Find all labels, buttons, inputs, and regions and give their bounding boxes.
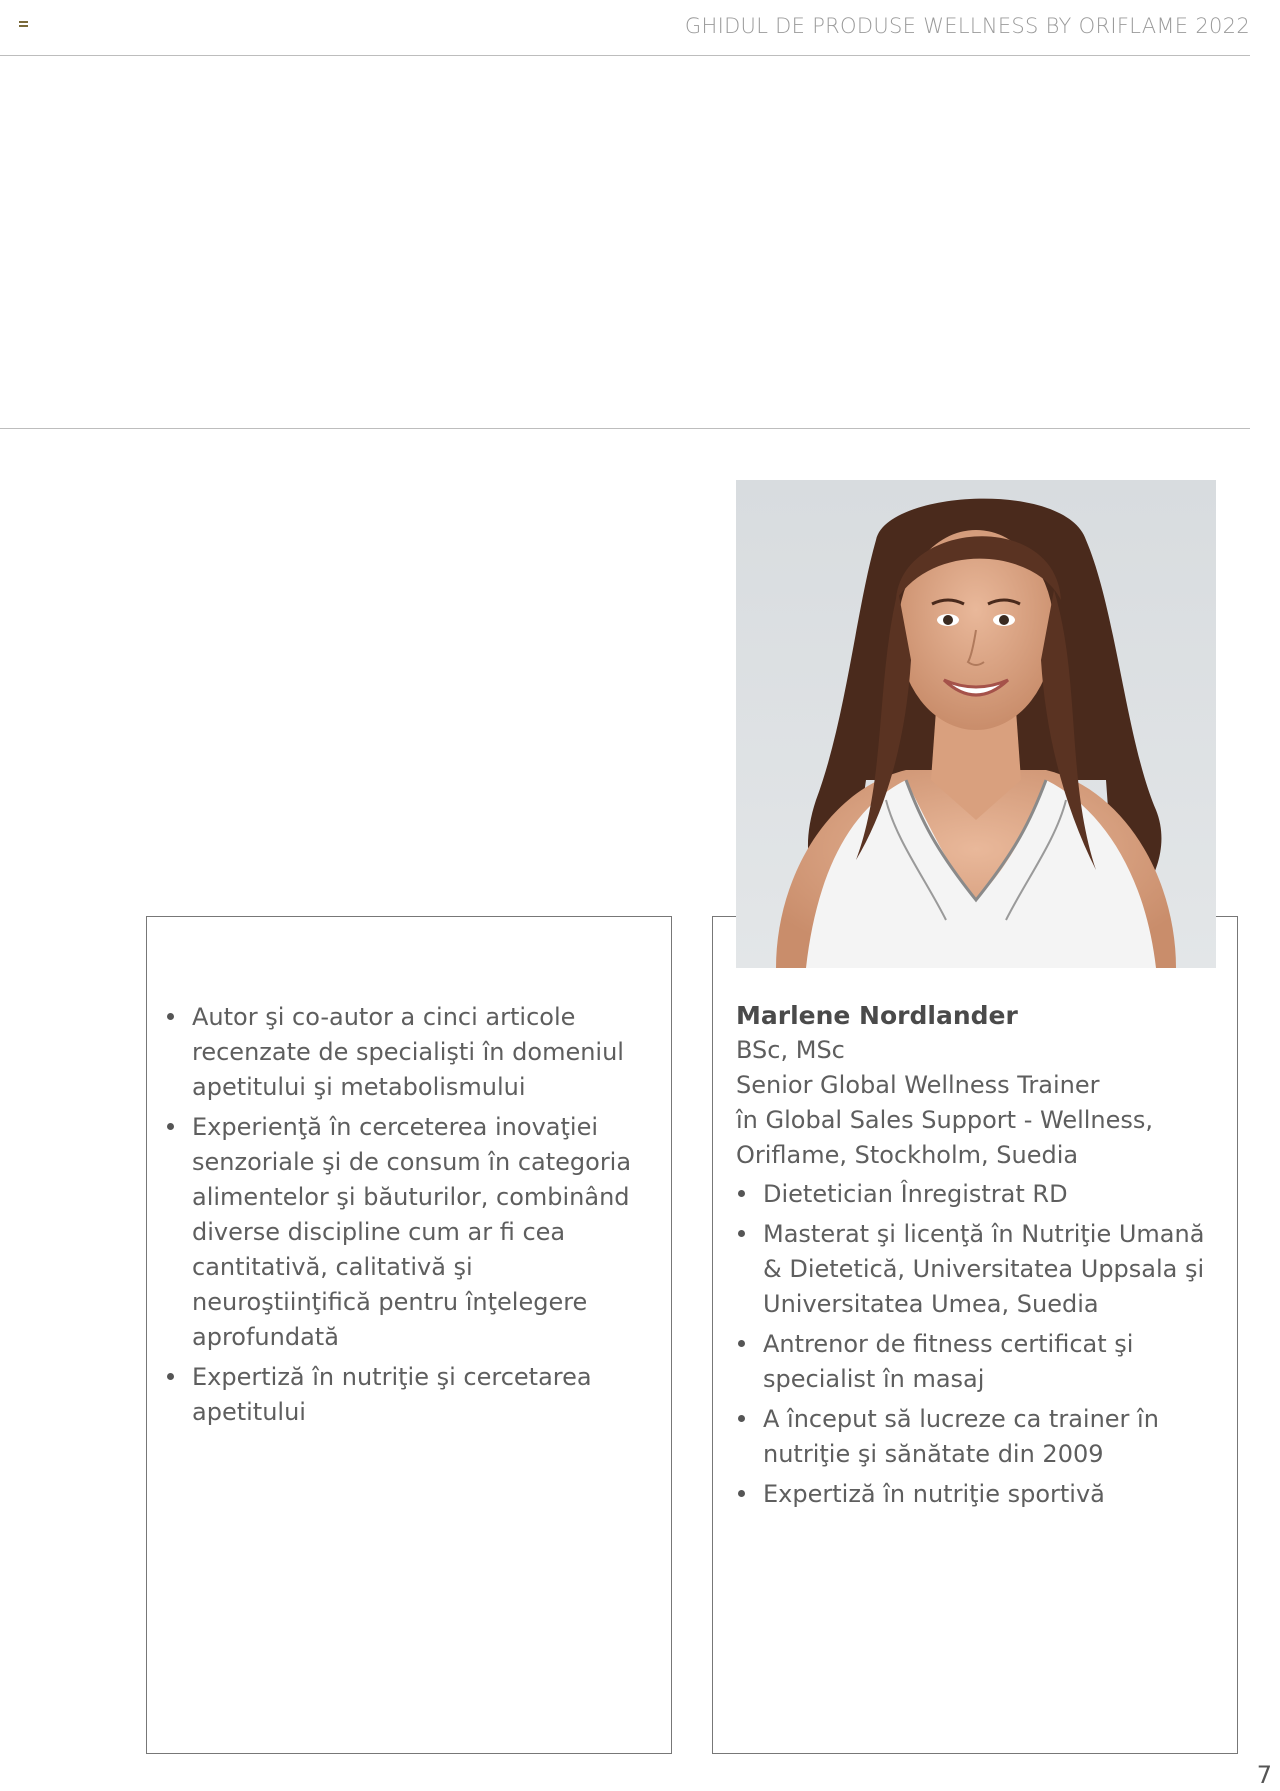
list-item: A început să lucreze ca trainer în nutriţie şi sănătate din 2009: [736, 1402, 1206, 1472]
left-card-content: [165, 1000, 657, 1435]
list-item: Dietetician Înregistrat RD: [736, 1177, 1206, 1212]
profile-role-line: în Global Sales Support - Wellness,: [736, 1106, 1154, 1134]
profile-role-line: Senior Global Wellness Trainer: [736, 1071, 1100, 1099]
header-divider: [0, 55, 1250, 56]
profile-role-line: Oriflame, Stockholm, Suedia: [736, 1141, 1079, 1169]
profile-bullet-list: [736, 1177, 1206, 1512]
list-item: Expertiză în nutriţie şi cercetarea apetitului: [165, 1360, 657, 1430]
list-item: Masterat şi licenţă în Nutriţie Umană & Dietetică, Universitatea Uppsala şi Universitatea Umea, Suedia: [736, 1217, 1206, 1322]
profile-bio: [736, 998, 1206, 1517]
page-number: 7: [1256, 1761, 1272, 1789]
profile-name: Marlene Nordlander: [736, 1001, 1018, 1030]
portrait-photo: [736, 480, 1216, 968]
left-card-bullet-list: [165, 1000, 657, 1430]
page-header-title: GHIDUL DE PRODUSE WELLNESS BY ORIFLAME 2022: [684, 14, 1250, 38]
list-item: Antrenor de fitness certificat şi specialist în masaj: [736, 1327, 1206, 1397]
profile-degrees: BSc, MSc: [736, 1036, 845, 1064]
list-item: Autor şi co-autor a cinci articole recenzate de specialişti în domeniul apetitului şi metabolismului: [165, 1000, 657, 1105]
section-divider: [0, 428, 1250, 429]
list-item: Expertiză în nutriţie sportivă: [736, 1477, 1206, 1512]
menu-icon[interactable]: [19, 21, 28, 27]
list-item: Experienţă în cerceterea inovaţiei senzoriale şi de consum în categoria alimentelor şi băuturilor, combinând diverse discipline cum ar fi cea cantitativă, calitativă şi neuroştiinţifică pentru înţelegere aprofundată: [165, 1110, 657, 1355]
